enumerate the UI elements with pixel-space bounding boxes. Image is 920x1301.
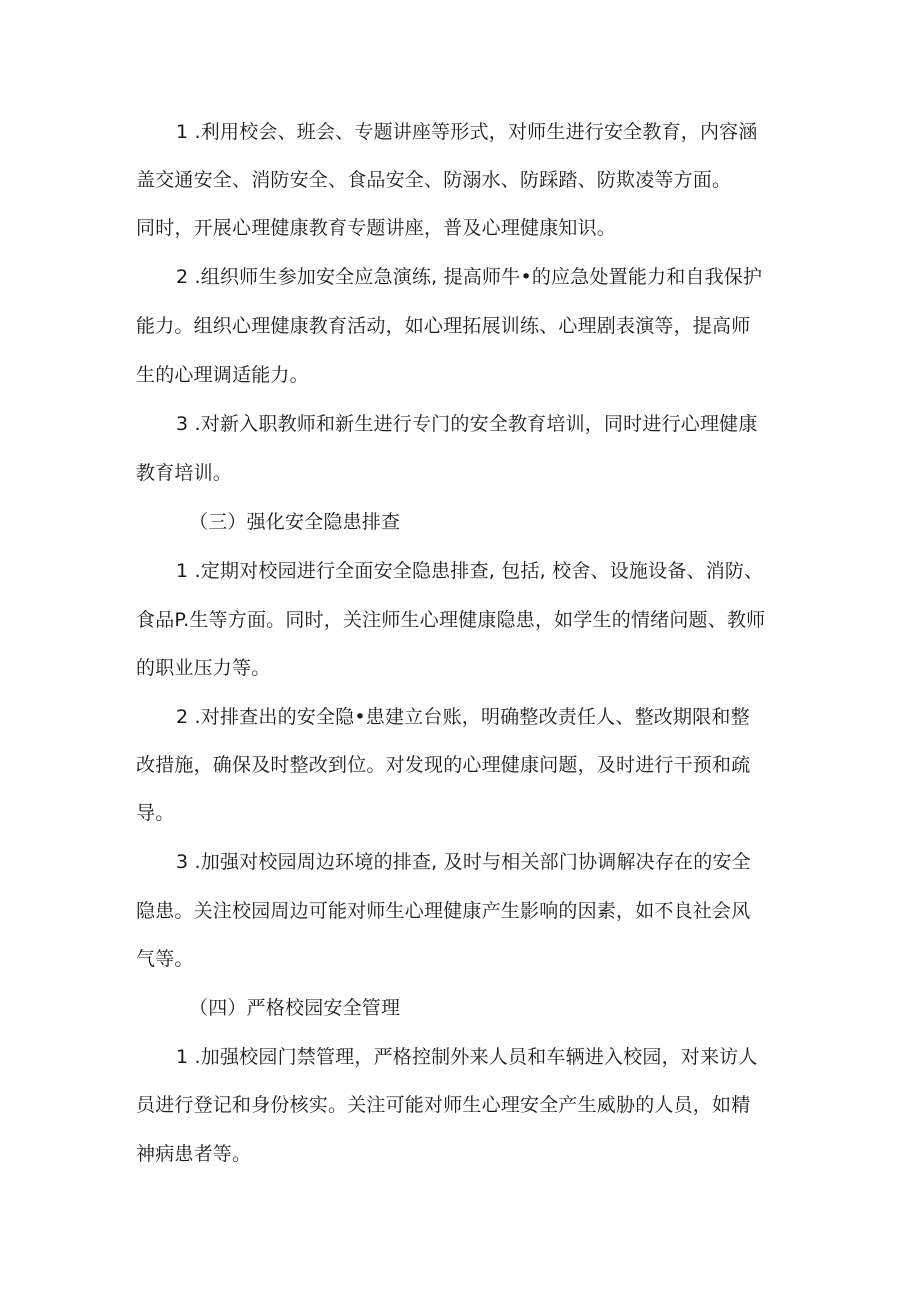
para-6-line-2: 隐患。关注校园周边可能对师生心理健康产生影响的因素，如不良社会风 (136, 900, 751, 922)
para-2-line-3: 生的心理调适能力。 (136, 364, 309, 386)
para-2-line-1: 2 .组织师生参加安全应急演练, 提高师牛•的应急处置能力和自我保护 (176, 266, 763, 288)
para-7-line-3: 神病患者等。 (136, 1143, 252, 1165)
para-1-line-3: 同时，开展心理健康教育专题讲座，普及心理健康知识。 (136, 217, 617, 239)
para-3-line-2: 教育培训。 (136, 462, 233, 484)
section-heading-3: （三）强化安全隐患排查 (189, 511, 401, 533)
para-4-line-1: 1 .定期对校园进行全面安全隐患排查, 包括, 校舍、设施设备、消防、 (176, 560, 764, 582)
para-3-line-1: 3 .对新入职教师和新生进行专门的安全教育培训，同时进行心理健康 (176, 413, 758, 435)
para-7-line-2: 员进行登记和身份核实。关注可能对师生心理安全产生威胁的人员，如精 (136, 1094, 751, 1116)
para-1-line-2: 盖交通安全、消防安全、食品安全、防溺水、防踩踏、防欺凌等方面。 (136, 169, 732, 191)
para-5-line-2: 改措施，确保及时整改到位。对发现的心理健康问题，及时进行干预和疏 (136, 754, 751, 776)
section-heading-4: （四）严格校园安全管理 (189, 997, 401, 1019)
para-5-line-1: 2 .对排查出的安全隐•患建立台账，明确整改责任人、整改期限和整 (176, 706, 750, 728)
para-6-line-3: 气等。 (136, 948, 194, 970)
para-2-line-2: 能力。组织心理健康教育活动，如心理拓展训练、心理剧表演等，提高师 (136, 315, 751, 337)
para-4-line-3: 的职业压力等。 (136, 657, 271, 679)
para-7-line-1: 1 .加强校园门禁管理，严格控制外来人员和车辆进入校园，对来访人 (176, 1046, 758, 1068)
para-6-line-1: 3 .加强对校园周边环境的排查, 及时与相关部门协调解决存在的安全 (176, 851, 751, 873)
para-1-line-1: 1 .利用校会、班会、专题讲座等形式，对师生进行安全教育，内容涵 (176, 121, 758, 143)
para-4-line-2: 食品P.生等方面。同时，关注师生心理健康隐患，如学生的情绪问题、教师 (136, 609, 766, 631)
para-5-line-3: 导。 (136, 802, 175, 824)
